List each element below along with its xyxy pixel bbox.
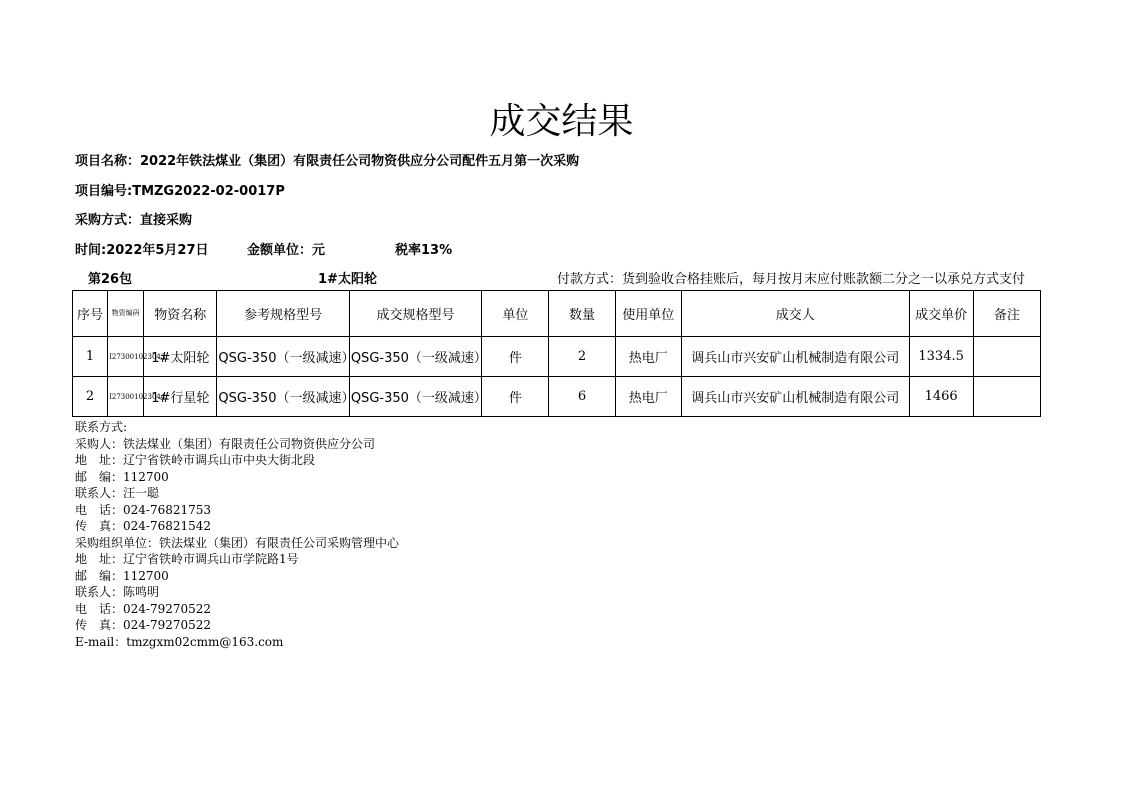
table-cell: QSG-350（一级减速） [217,377,349,417]
table-cell: 1#太阳轮 [144,337,217,377]
project-number: 项目编号:TMZG2022-02-0017P [75,184,285,199]
table-cell [973,377,1040,417]
contact-heading: 联系方式: [75,420,128,434]
table-cell: QSG-350（一级减速） [217,337,349,377]
project-name: 项目名称：2022年铁法煤业（集团）有限责任公司物资供应分公司配件五月第一次采购 [75,154,580,169]
table-row [73,377,1041,417]
table-cell: I273001023043 [108,337,144,377]
table-cell: 热电厂 [615,377,681,417]
agency-phone: 电 话：024-79270522 [75,601,212,616]
agency-fax: 传 真：024-79270522 [75,618,212,632]
table-cell: 2 [549,337,615,377]
table-cell: 6 [549,377,615,417]
agency-address: 地 址：辽宁省铁岭市调兵山市学院路1号 [75,552,299,566]
header-cell: 使用单位 [615,291,681,337]
purchaser-postcode: 邮 编：112700 [75,469,169,484]
table-cell: I273001023044 [108,377,144,417]
procurement-method: 采购方式：直接采购 [75,213,193,228]
header-cell: 数量 [549,291,615,337]
agency-email: E-mail：tmzgxm02cmm@163.com [75,634,284,649]
info-line [75,239,452,258]
contact-block [75,419,399,650]
table-cell: 1#行星轮 [144,377,217,417]
header-cell: 成交人 [681,291,909,337]
table-cell: 热电厂 [615,337,681,377]
header-cell: 备注 [973,291,1040,337]
date-text: 时间:2022年5月27日 [75,243,209,258]
table-cell: 调兵山市兴安矿山机械制造有限公司 [681,337,909,377]
package-number: 第26包 [88,272,133,287]
table-header-row [73,291,1041,337]
purchaser-contact-person: 联系人：汪一聪 [75,486,160,500]
header-cell: 序号 [73,291,108,337]
purchaser-fax: 传 真：024-76821542 [75,519,212,533]
results-table [72,290,1041,417]
header-cell: 成交规格型号 [349,291,481,337]
header-cell: 参考规格型号 [217,291,349,337]
payment-terms: 付款方式：货到验收合格挂账后，每月按月末应付账款额二分之一以承兑方式支付 [557,272,1026,287]
table-cell: 件 [482,377,549,417]
purchaser-phone: 电 话：024-76821753 [75,502,212,517]
table-cell [973,337,1040,377]
package-name: 1#太阳轮 [318,272,377,287]
purchaser-address: 地 址：辽宁省铁岭市调兵山市中央大街北段 [75,453,316,467]
agency-name: 采购组织单位：铁法煤业（集团）有限责任公司采购管理中心 [75,535,400,550]
table-cell: 调兵山市兴安矿山机械制造有限公司 [681,377,909,417]
tax-rate: 税率13% [395,243,453,258]
table-cell: 1 [73,337,108,377]
header-cell: 成交单价 [909,291,973,337]
table-cell: 1466 [909,377,973,417]
table-cell: QSG-350（一级减速） [349,377,481,417]
header-cell: 单位 [482,291,549,337]
header-cell: 物资编码 [108,291,144,337]
table-row [73,337,1041,377]
table-cell: 1334.5 [909,337,973,377]
agency-postcode: 邮 编：112700 [75,568,169,583]
header-cell: 物资名称 [144,291,217,337]
table-cell: 件 [482,337,549,377]
table-cell: 2 [73,377,108,417]
currency-unit: 金额单位：元 [247,243,326,258]
agency-contact-person: 联系人：陈鸣明 [75,585,160,599]
purchaser-name: 采购人：铁法煤业（集团）有限责任公司物资供应分公司 [75,436,376,451]
page-title: 成交结果 [489,101,634,142]
table-cell: QSG-350（一级减速） [349,337,481,377]
